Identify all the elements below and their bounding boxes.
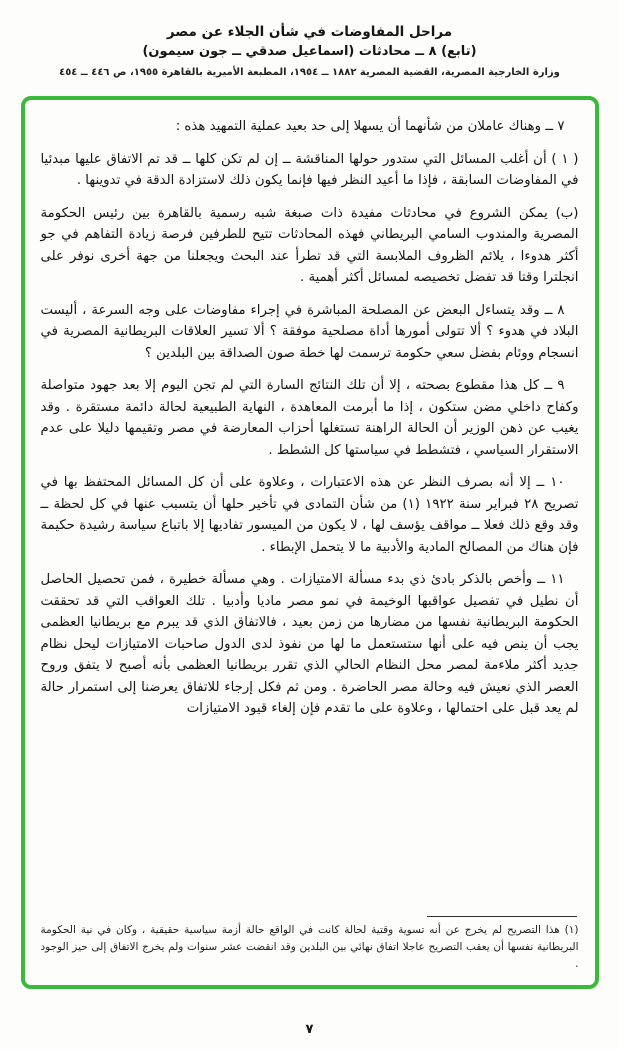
paragraph-item-b: (ب) يمكن الشروع في محادثات مفيدة ذات صبغة شبه رسمية بالقاهرة بين رئيس الحكومة المصرية والمندوب السامي البريطاني فهذه المحادثات تتيح للطرفين فرصة زيادة التفاهم في جو أكثر هدوءا ، يلائم الظروف الملابسة التي قد تطرأ عند البحث ويجعلنا من جهة أخرى نوفر على انجلترا وقتا قد تفضل تخصيصه لمسائل أكثر أهمية . (40, 205, 579, 285)
page-subtitle: (تابع) ٨ ــ محادثات (اسماعيل صدقي ــ جون سيمون) (142, 44, 477, 59)
footnote-text: (١) هذا التصريح لم يخرج عن أنه تسوية وقتية لحالة كانت في الواقع حالة أزمة سياسية حقيقية ، وكان في نية الحكومة البريطانية نفسها أن يعقب التصريح عاجلا اتفاق نهائي بين البلدين وقد انقضت عشر سنوات ولم يخرج الاتفاق إلى حيز الوجود . (40, 924, 579, 970)
paragraph-9: ٩ ــ كل هذا مقطوع بصحته ، إلا أن تلك النتائج السارة التي لم تجن اليوم إلا بعد جهود متواصلة وكفاح داخلي مضن ستكون ، إذا ما أبرمت المعاهدة ، النهاية الطبيعية لحالة دائمة مستقرة . وقد يغيب عن ذهن الوزير أن الحالة الراهنة تستغلها أحزاب المعارضة في مصر وتقيمها دليلا على عدم الاستقرار السياسي ، فتشطط في سياستها كل الشطط . (40, 378, 579, 458)
paragraph-item-1: ( ١ ) أن أغلب المسائل التي ستدور حولها المناقشة ــ إن لم تكن كلها ــ قد تم الاتفاق عليها مبدئيا في المفاوضات السابقة ، فإذا ما أعيد النظر فيها فإنما يكون ذلك لاستزادة الدقة في تدوينها . (40, 151, 579, 188)
page-number: ٧ (305, 1022, 314, 1037)
source-citation: وزارة الخارجية المصرية، القضية المصرية ١٨٨٢ ــ ١٩٥٤، المطبعة الأميرية بالقاهرة ١٩٥٥، ص ٤٤٦ ــ ٤٥٤ (59, 67, 560, 78)
page-title: مراحل المفاوضات في شأن الجلاء عن مصر (166, 24, 453, 40)
footnote-divider (427, 916, 577, 917)
content-frame (21, 96, 599, 989)
paragraph-8: ٨ ــ وقد يتساءل البعض عن المصلحة المباشرة في إجراء مفاوضات على وجه السرعة ، أليست البلاد في هدوء ؟ ألا تتولى أمورها أداة مصلحية موفقة ؟ ألا تسير العلاقات البريطانية المصرية في انسجام ووئام بفضل سعي حكومة ترسمت لها خطة صون الصداقة بين البلدين ؟ (40, 302, 579, 361)
page-header (0, 0, 619, 82)
footnote-block (41, 912, 579, 973)
paragraph-10: ١٠ ــ إلا أنه بصرف النظر عن هذه الاعتبارات ، وعلاوة على أن كل المسائل المحتفظ بها في تصريح ٢٨ فبراير سنة ١٩٢٢ (١) من شأن التمادى في تأخير حلها أن يتسبب عنها في كل لحظة ــ وقد وقع ذلك فعلا ــ مواقف يؤسف لها ، لا يكون من الميسور تفاديها إلا باتباع سياسة رشيدة حكيمة فإن هناك من المصالح المادية والأدبية ما لا يتحمل الإبطاء . (40, 475, 579, 555)
paragraph-7: ٧ ــ وهناك عاملان من شأنهما أن يسهلا إلى حد بعيد عملية التمهيد هذه : (175, 119, 565, 134)
paragraph-11: ١١ ــ وأخص بالذكر بادئ ذي بدء مسألة الامتيازات . وهي مسألة خطيرة ، فمن تحصيل الحاصل أن نطيل في تفصيل عواقبها الوخيمة في نمو مصر ماديا وأدبيا . تلك العواقب التي قد تحققت الحكومة البريطانية نفسها من مضارها من زمن بعيد ، فالاتفاق الذي قد يبرم مع بريطانيا العظمى يجب أن ينص فيه على أنها ستستعمل ما لها من نفوذ لدى الدول صاحبات الامتيازات ليحل نظام جديد أكثر ملاءمة لمصر محل النظام الحالي الذي تقرر بريطانيا العظمى بأنه أصبح لا يتفق وروح العصر الذي نعيش فيه وحالة مصر الحاضرة . ومن ثم فكل إرجاء للاتفاق يعرضنا إلى استمرار حالة لم يعد قبل على احتمالها ، وعلاوة على ما تقدم فإن إلغاء قيود الامتيازات (40, 572, 579, 716)
